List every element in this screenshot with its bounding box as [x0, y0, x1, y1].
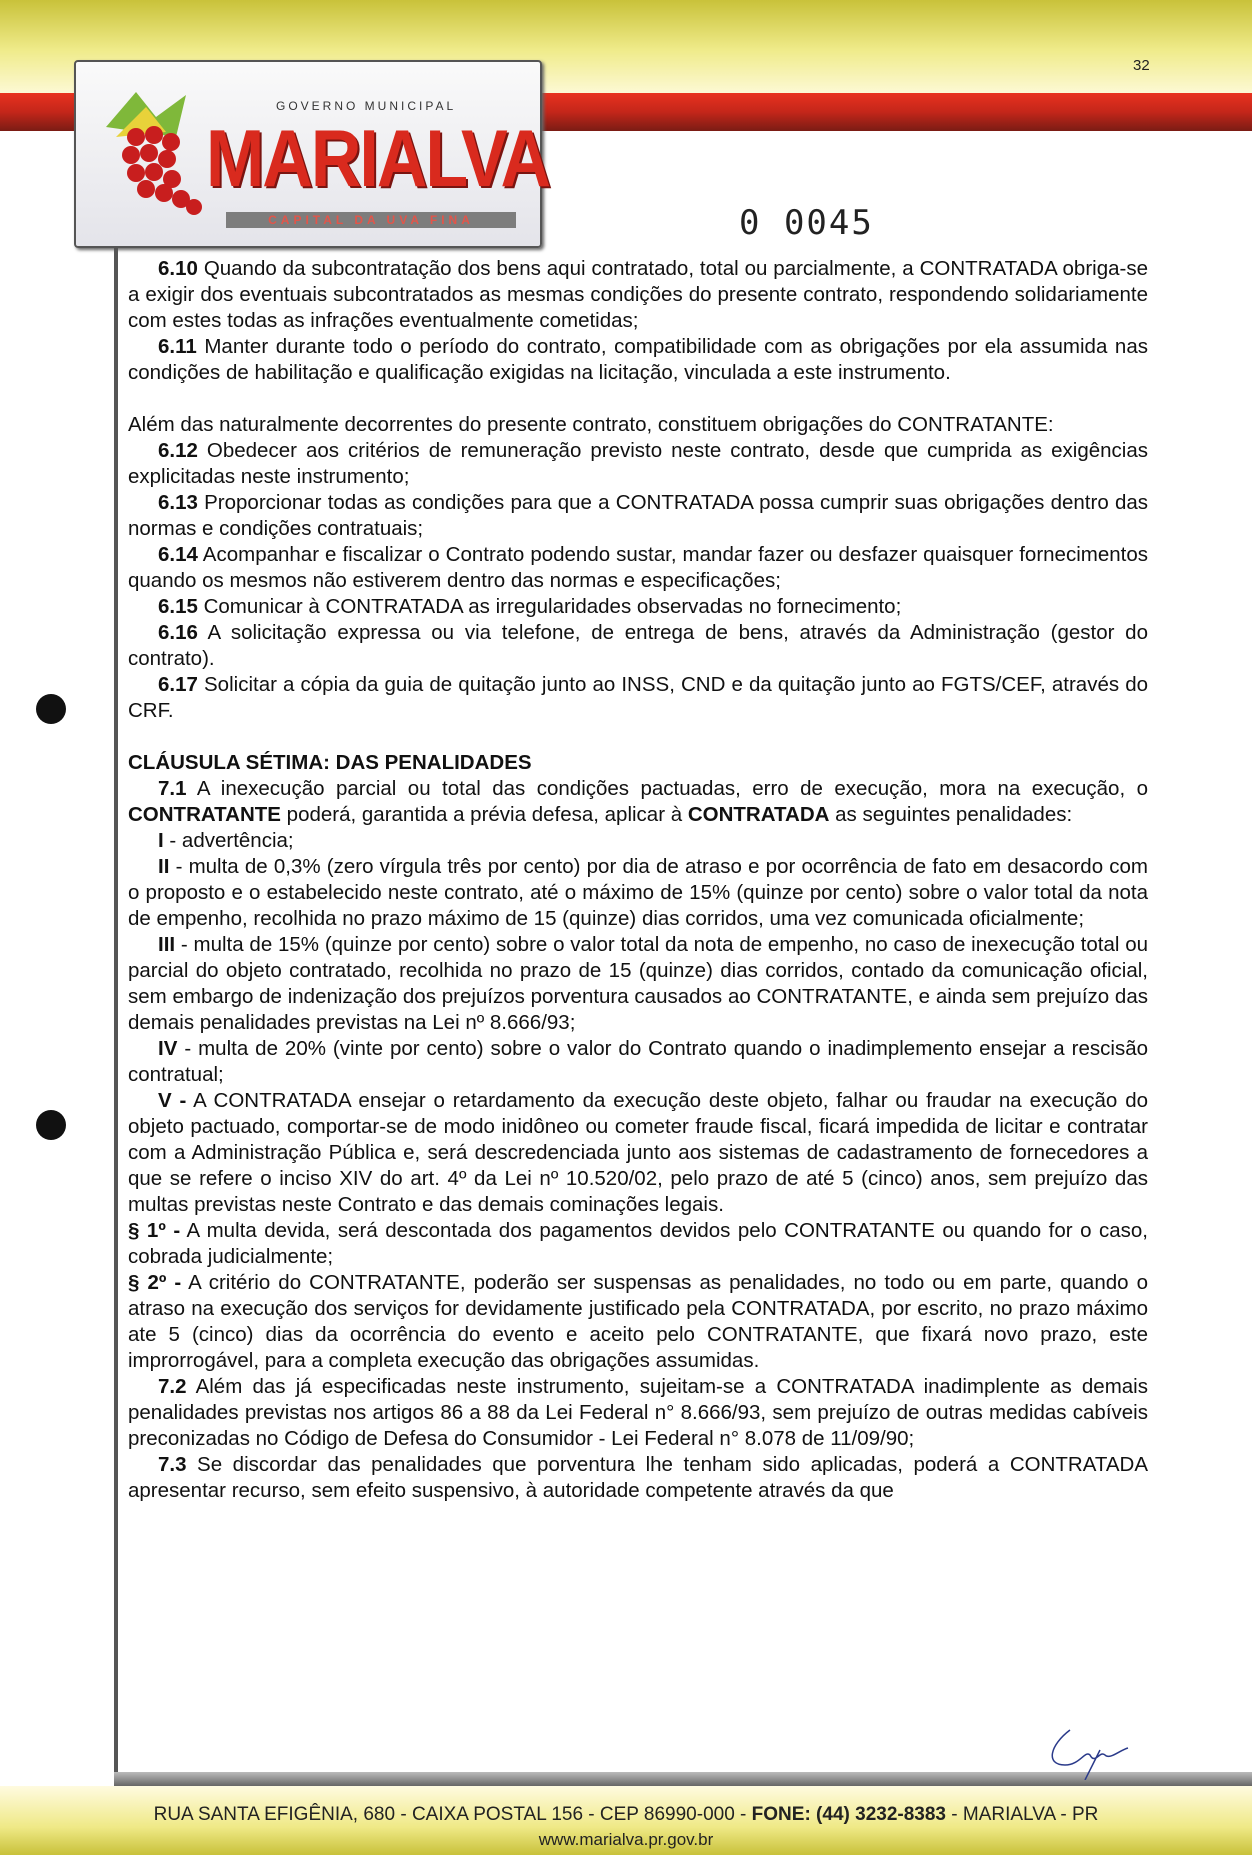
clause-paragraph [128, 438, 1148, 490]
bold-label: 6.14 [158, 543, 198, 566]
bold-label: § 1º - [128, 1219, 181, 1242]
city-state: - MARIALVA - PR [946, 1804, 1099, 1825]
paragraph-text: - advertência; [163, 829, 294, 852]
bold-label: 7.3 [158, 1453, 187, 1476]
phone-number: FONE: (44) 3232-8383 [751, 1804, 946, 1825]
document-stamp-number: 0 0045 [739, 203, 874, 243]
bold-label: V - [158, 1089, 187, 1112]
clause-paragraph [128, 854, 1148, 932]
bold-label: 6.17 [158, 673, 198, 696]
logo-name: MARIALVA [206, 113, 550, 204]
binder-hole [36, 694, 66, 724]
clause-paragraph [128, 1452, 1148, 1504]
clause-paragraph [128, 1374, 1148, 1452]
bold-label: 6.11 [158, 335, 197, 358]
binder-hole [36, 1110, 66, 1140]
bold-label: CONTRATADA [687, 803, 830, 826]
paragraph-text: Manter durante todo o período do contrato, compatibilidade com as obrigações por ela assumida nas condições de habilitação e qualificação exigidas na licitação, vinculada a este instrumento. [128, 335, 1148, 384]
paragraph-text: Acompanhar e fiscalizar o Contrato podendo sustar, mandar fazer ou desfazer quaisquer fornecimentos quando os mesmos não estiverem dentro das normas e especificações; [128, 543, 1148, 592]
paragraph-text: Além das naturalmente decorrentes do presente contrato, constituem obrigações do CONTRATANTE: [128, 413, 1054, 436]
paragraph-text: - multa de 15% (quinze por cento) sobre o valor total da nota de empenho, no caso de inexecução total ou parcial do objeto contratado, recolhida no prazo de 15 (quinze) dias corridos, contado da comunicação oficial, sem embargo de indenização dos prejuízos porventura causados ao CONTRATANTE, e ainda sem prejuízo das demais penalidades previstas na Lei nº 8.666/93; [128, 933, 1148, 1034]
address-text: RUA SANTA EFIGÊNIA, 680 - CAIXA POSTAL 156 - CEP 86990-000 - [153, 1804, 752, 1825]
grapes-icon [96, 87, 206, 217]
clause-paragraph [128, 1088, 1148, 1218]
bold-label: I [158, 829, 164, 852]
bold-label: 6.13 [158, 491, 198, 514]
page-footer [0, 1786, 1252, 1855]
clause-paragraph [128, 828, 1148, 854]
clause-paragraph [128, 542, 1148, 594]
clause-paragraph [128, 1218, 1148, 1270]
bold-label: 7.2 [158, 1375, 187, 1398]
clause-paragraph [128, 412, 1148, 438]
bold-label: II [158, 855, 170, 878]
paragraph-text: A inexecução parcial ou total das condições pactuadas, erro de execução, mora na execução, o [186, 777, 1148, 800]
bold-label: IV [158, 1037, 178, 1060]
paragraph-text: Obedecer aos critérios de remuneração previsto neste contrato, desde que cumprida as exigências explicitadas neste instrumento; [128, 439, 1148, 488]
page-number: 32 [1133, 57, 1150, 74]
bold-label: § 2º - [128, 1271, 182, 1294]
clause-paragraph [128, 672, 1148, 724]
clause-paragraph [128, 594, 1148, 620]
paragraph-text: A critério do CONTRATANTE, poderão ser suspensas as penalidades, no todo ou em parte, quando o atraso na execução dos serviços for devidamente justificado pela CONTRATADA, por escrito, no prazo máximo ate 5 (cinco) dias da ocorrência do evento e aceito pelo CONTRATANTE, que fixará novo prazo, este improrrogável, para a completa execução das obrigações assumidas. [128, 1271, 1148, 1372]
bold-label: 6.15 [158, 595, 198, 618]
bold-label: 6.16 [158, 621, 198, 644]
clause-paragraph [128, 1036, 1148, 1088]
paragraph-text: Proporcionar todas as condições para que a CONTRATADA possa cumprir suas obrigações dentro das normas e condições contratuais; [128, 491, 1148, 540]
paragraph-text: - multa de 20% (vinte por cento) sobre o valor do Contrato quando o inadimplemento ensejar a rescisão contratual; [128, 1037, 1148, 1086]
website-link[interactable]: www.marialva.pr.gov.br [538, 1830, 714, 1849]
marialva-logo [74, 60, 550, 248]
paragraph-text: Se discordar das penalidades que porventura lhe tenham sido aplicadas, poderá a CONTRATADA apresentar recurso, sem efeito suspensivo, à autoridade competente através da que [128, 1453, 1148, 1502]
bold-label: CONTRATANTE [128, 803, 281, 826]
paragraph-text: Comunicar à CONTRATADA as irregularidades observadas no fornecimento; [197, 595, 902, 618]
footer-address [0, 1804, 1252, 1826]
paragraph-text: Quando da subcontratação dos bens aqui contratado, total ou parcialmente, a CONTRATADA obriga-se a exigir dos eventuais subcontratados as mesmas condições do presente contrato, respondendo solidariamente com estes todas as infrações eventualmente cometidas; [128, 257, 1148, 332]
bold-label: CLÁUSULA SÉTIMA: DAS PENALIDADES [128, 751, 532, 774]
paragraph-text: Solicitar a cópia da guia de quitação junto ao INSS, CND e da quitação junto ao FGTS/CEF, através do CRF. [128, 673, 1148, 722]
clause-paragraph [128, 932, 1148, 1036]
clause-paragraph [128, 490, 1148, 542]
section-heading [128, 750, 1148, 776]
contract-body [128, 256, 1148, 1504]
bold-label: 6.10 [158, 257, 198, 280]
bold-label: 7.1 [158, 777, 187, 800]
paragraph-text: poderá, garantida a prévia defesa, aplicar à [280, 803, 688, 826]
paragraph-text: A solicitação expressa ou via telefone, de entrega de bens, através da Administração (gestor do contrato). [128, 621, 1148, 670]
paragraph-text: - multa de 0,3% (zero vírgula três por cento) por dia de atraso e por ocorrência de fato em desacordo com o proposto e o estabelecido neste contrato, até o máximo de 15% (quinze por cento) sobre o valor total da nota de empenho, recolhida no prazo máximo de 15 (quinze) dias corridos, uma vez comunicada oficialmente; [128, 855, 1148, 930]
clause-paragraph [128, 1270, 1148, 1374]
clause-paragraph [128, 620, 1148, 672]
paragraph-text: A multa devida, será descontada dos pagamentos devidos pelo CONTRATANTE ou quando for o caso, cobrada judicialmente; [128, 1219, 1148, 1268]
logo-government: GOVERNO MUNICIPAL [276, 99, 457, 113]
clause-paragraph [128, 334, 1148, 386]
bold-label: 6.12 [158, 439, 198, 462]
paragraph-text: Além das já especificadas neste instrumento, sujeitam-se a CONTRATADA inadimplente as demais penalidades previstas nos artigos 86 a 88 da Lei Federal n° 8.666/93, sem prejuízo de outras medidas cabíveis preconizadas no Código de Defesa do Consumidor - Lei Federal n° 8.078 de 11/09/90; [128, 1375, 1148, 1450]
clause-paragraph [128, 256, 1148, 334]
bold-label: III [158, 933, 176, 956]
paragraph-text: as seguintes penalidades: [829, 803, 1073, 826]
paragraph-text: A CONTRATADA ensejar o retardamento da execução deste objeto, falhar ou fraudar na execução do objeto pactuado, comportar-se de modo inidôneo ou cometer fraude fiscal, ficará impedida de licitar e contratar com a Administração Pública e, será descredenciada junto aos sistemas de cadastramento de fornecedores a que se refere o inciso XIV do art. 4º da Lei nº 10.520/02, pelo prazo de até 5 (cinco) anos, sem prejuízo das multas previstas neste Contrato e das demais cominações legais. [128, 1089, 1148, 1216]
clause-paragraph [128, 776, 1148, 828]
signature [1040, 1720, 1130, 1780]
logo-tagline: CAPITAL DA UVA FINA [226, 212, 516, 228]
